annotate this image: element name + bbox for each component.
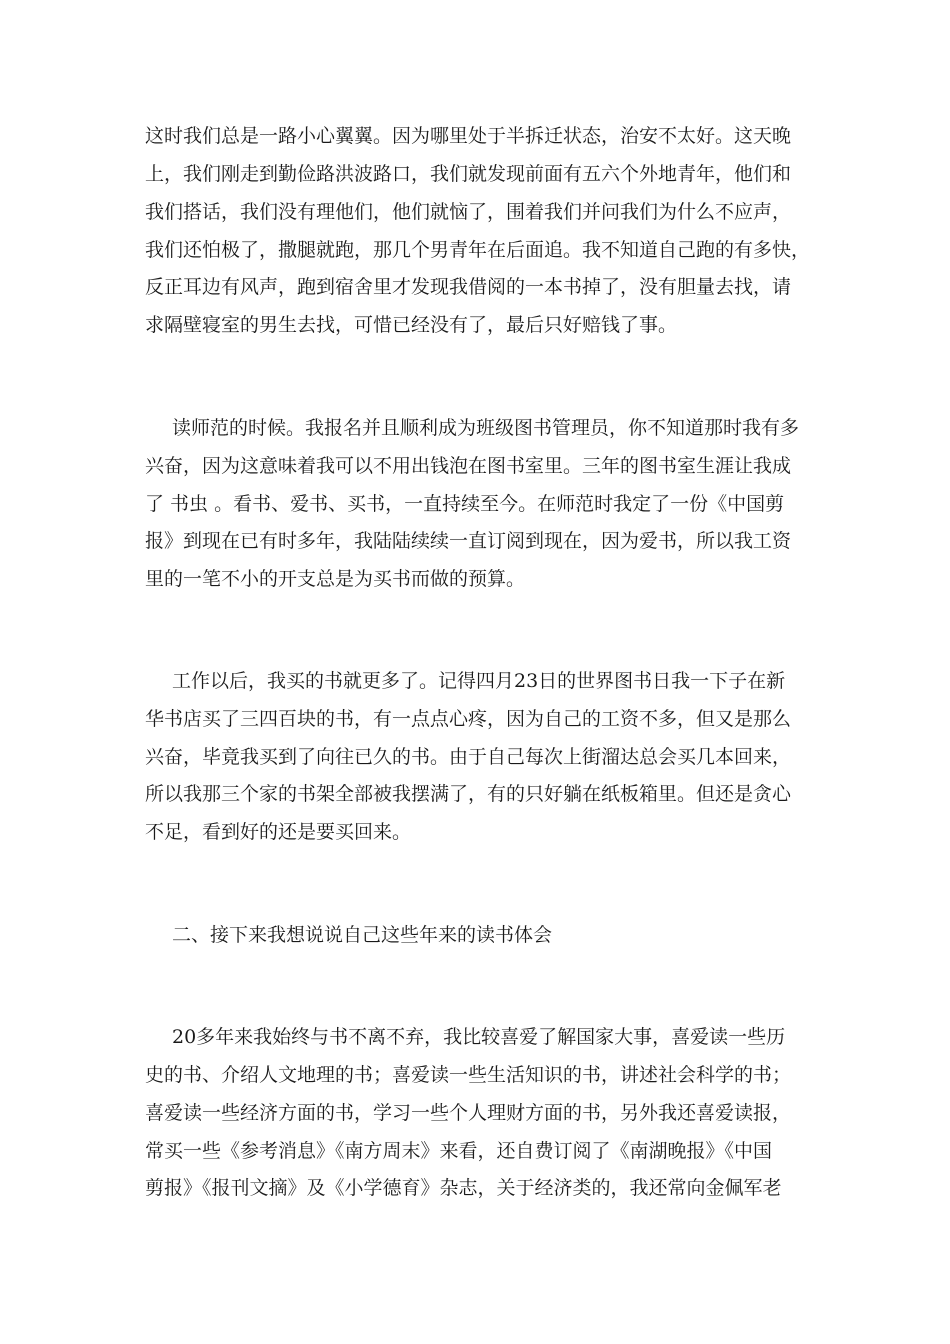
paragraph-line: 工作以后，我买的书就更多了。记得四月23日的世界图书日我一下子在新 xyxy=(172,670,786,692)
paragraph-line: 不足，看到好的还是要买回来。 xyxy=(145,821,412,843)
paragraph-line: 史的书、介绍人文地理的书；喜爱读一些生活知识的书，讲述社会科学的书； xyxy=(145,1064,792,1086)
paragraph-line: 所以我那三个家的书架全部被我摆满了，有的只好躺在纸板箱里。但还是贪心 xyxy=(145,783,792,805)
section-heading: 二、接下来我想说说自己这些年来的读书体会 xyxy=(172,924,553,946)
paragraph-line: 上，我们刚走到勤俭路洪波路口，我们就发现前面有五六个外地青年，他们和 xyxy=(145,163,792,185)
paragraph-line: 喜爱读一些经济方面的书，学习一些个人理财方面的书，另外我还喜爱读报， xyxy=(145,1102,792,1124)
paragraph-line: 报》到现在已有时多年，我陆陆续续一直订阅到现在，因为爱书，所以我工资 xyxy=(145,530,792,552)
paragraph-line: 兴奋，毕竟我买到了向往已久的书。由于自己每次上街溜达总会买几本回来， xyxy=(145,746,792,768)
paragraph-line: 这时我们总是一路小心翼翼。因为哪里处于半拆迁状态，治安不太好。这天晚 xyxy=(145,125,792,147)
paragraph-line: 反正耳边有风声，跑到宿舍里才发现我借阅的一本书掉了，没有胆量去找，请 xyxy=(145,276,792,298)
paragraph-line: 里的一笔不小的开支总是为买书而做的预算。 xyxy=(145,568,526,590)
paragraph-line: 我们搭话，我们没有理他们，他们就恼了，围着我们并问我们为什么不应声， xyxy=(145,201,792,223)
paragraph-line: 兴奋，因为这意味着我可以不用出钱泡在图书室里。三年的图书室生涯让我成 xyxy=(145,455,792,477)
paragraph-line: 20多年来我始终与书不离不弃，我比较喜爱了解国家大事，喜爱读一些历 xyxy=(172,1026,786,1048)
paragraph-line: 了 书虫 。看书、爱书、买书，一直持续至今。在师范时我定了一份《中国剪 xyxy=(145,493,785,515)
paragraph-line: 常买一些《参考消息》《南方周末》来看，还自费订阅了《南湖晚报》《中国 xyxy=(145,1140,773,1162)
paragraph-line: 求隔壁寝室的男生去找，可惜已经没有了，最后只好赔钱了事。 xyxy=(145,314,678,336)
paragraph-line: 华书店买了三四百块的书，有一点点心疼，因为自己的工资不多，但又是那么 xyxy=(145,708,792,730)
paragraph-line: 我们还怕极了，撒腿就跑，那几个男青年在后面追。我不知道自己跑的有多快， xyxy=(145,239,811,261)
paragraph-line: 读师范的时候。我报名并且顺利成为班级图书管理员，你不知道那时我有多 xyxy=(172,417,800,439)
paragraph-line: 剪报》《报刊文摘》及《小学德育》杂志，关于经济类的，我还常向金佩军老 xyxy=(145,1177,782,1199)
